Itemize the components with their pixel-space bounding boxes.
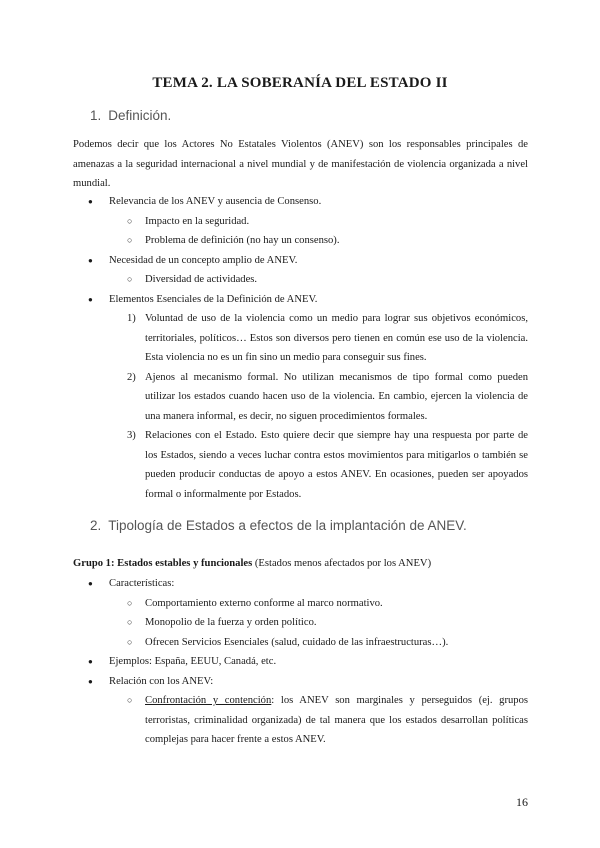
group-1-line: [73, 554, 528, 574]
section-1-heading: [90, 108, 171, 123]
section-2-heading: [90, 518, 467, 533]
sub-list-item: ○ Impacto en la seguridad.: [73, 212, 528, 232]
item-number: 1): [127, 313, 136, 324]
item-number: 2): [127, 371, 136, 383]
page-number: 16: [516, 795, 528, 809]
sub-list-item: ○ Comportamiento externo conforme al marco normativo.: [73, 594, 528, 614]
list-item: ● Elementos Esenciales de la Definición de ANEV.: [73, 290, 528, 310]
list-item: ● Ejemplos: España, EEUU, Canadá, etc.: [73, 652, 528, 672]
sub-list-item: ○ Diversidad de actividades.: [73, 270, 528, 290]
numbered-item: [73, 368, 528, 427]
underlined-term: Confrontación y contención: [145, 695, 272, 706]
list-item: ● Necesidad de un concepto amplio de ANEV.: [73, 251, 528, 271]
list-item: ● Características:: [73, 574, 528, 594]
group-1-title: Grupo 1: Estados estables y funcionales: [73, 558, 253, 569]
list-item: ● Relevancia de los ANEV y ausencia de Consenso.: [73, 192, 528, 212]
numbered-item: [73, 426, 528, 504]
sub-item-text: : los ANEV son marginales y perseguidos (ej. grupos terroristas, criminalidad organizada) de tal manera que los estados desarrollan políticas complejas para hacer frente a estos ANEV.: [145, 695, 529, 745]
sub-list-item: ○ Problema de definición (no hay un consenso).: [73, 231, 528, 251]
item-number: 3): [127, 430, 136, 441]
sub-list-item: ○ Monopolio de la fuerza y orden político.: [73, 613, 528, 633]
section-2-number: 2.: [90, 518, 102, 533]
numbered-list: [73, 309, 528, 504]
group-1-note: (Estados menos afectados por los ANEV): [252, 558, 432, 569]
section-1-title: Definición.: [108, 108, 172, 123]
sub-list-item: ○ Ofrecen Servicios Esenciales (salud, cuidado de las infraestructuras…).: [73, 633, 528, 653]
sub-list-item: [73, 691, 528, 750]
item-text: Relaciones con el Estado. Esto quiere decir que siempre hay una respuesta por parte de los Estados, siendo a veces luchar contra estos movimientos para mitigarlos o también se pueden producir conductas de apoyo a estos ANEV. En ocasiones, pueden ser apoyados formal o informalmente por Estados.: [145, 430, 528, 500]
section-1-list: [73, 192, 528, 504]
item-text: Ajenos al mecanismo formal. No utilizan mecanismos de tipo formal como pueden utilizar los estados cuando hacen uso de la violencia. En cambio, ejercen la violencia de una manera informal, es decir, no siguen procedimientos formales.: [145, 371, 528, 422]
section-2-title: Tipología de Estados a efectos de la implantación de ANEV.: [108, 518, 467, 533]
section-1-number: 1.: [90, 108, 102, 123]
intro-paragraph: Podemos decir que los Actores No Estatales Violentos (ANEV) son los responsables principales de amenazas a la seguridad internacional a nivel mundial y de manifestación de violencia organizada a nivel mundial.: [73, 139, 528, 189]
numbered-item: [73, 309, 528, 368]
item-text: Voluntad de uso de la violencia como un medio para lograr sus objetivos económicos, territoriales, políticos… Estos son diversos pero tienen en común ese uso de la violencia. Esta violencia no es un fin sino un medio para conseguir sus fines.: [145, 313, 528, 363]
section-2-list: [73, 574, 528, 750]
page-title: TEMA 2. LA SOBERANÍA DEL ESTADO II: [152, 75, 448, 91]
list-item: ● Relación con los ANEV:: [73, 672, 528, 692]
